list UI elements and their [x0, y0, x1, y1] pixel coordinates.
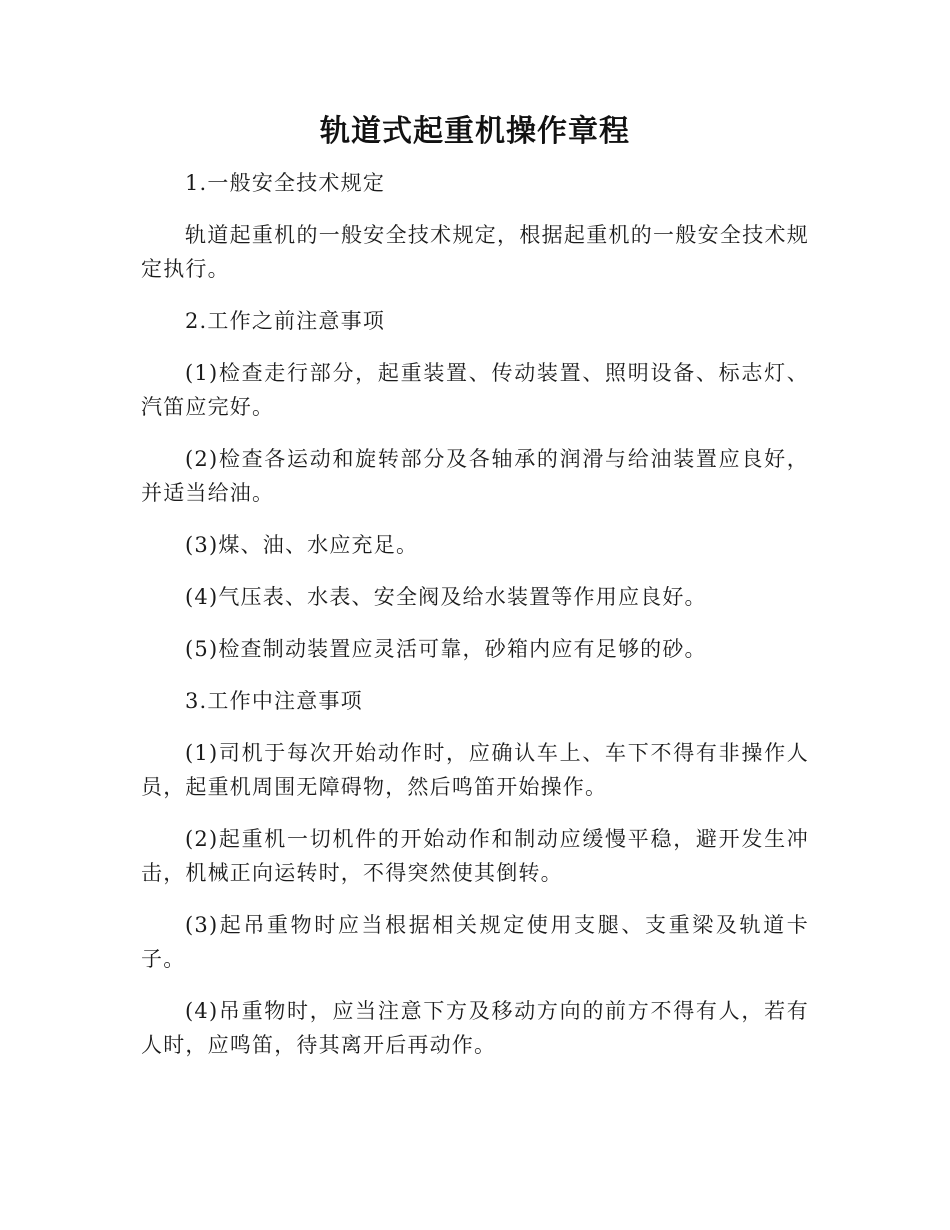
section-heading-2: 2.工作之前注意事项 [185, 309, 386, 333]
document-body [141, 166, 809, 1080]
list-item: (2)检查各运动和旋转部分及各轴承的润滑与给油装置应良好，并适当给油。 [141, 447, 809, 505]
section-heading-1: 1.一般安全技术规定 [185, 171, 386, 195]
paragraph: 轨道起重机的一般安全技术规定，根据起重机的一般安全技术规定执行。 [141, 223, 809, 281]
list-item: (2)起重机一切机件的开始动作和制动应缓慢平稳，避开发生冲击，机械正向运转时，不得突然使其倒转。 [141, 827, 809, 885]
list-item: (5)检查制动装置应灵活可靠，砂箱内应有足够的砂。 [185, 637, 707, 661]
list-item: (3)起吊重物时应当根据相关规定使用支腿、支重梁及轨道卡子。 [141, 913, 809, 971]
document-title: 轨道式起重机操作章程 [320, 114, 630, 149]
list-item: (4)吊重物时，应当注意下方及移动方向的前方不得有人，若有人时，应鸣笛，待其离开后再动作。 [141, 999, 809, 1057]
list-item: (1)检查走行部分，起重装置、传动装置、照明设备、标志灯、汽笛应完好。 [141, 361, 809, 419]
list-item: (3)煤、油、水应充足。 [185, 533, 419, 557]
list-item: (1)司机于每次开始动作时，应确认车上、车下不得有非操作人员，起重机周围无障碍物，然后鸣笛开始操作。 [141, 741, 809, 799]
list-item: (4)气压表、水表、安全阀及给水装置等作用应良好。 [185, 585, 707, 609]
section-heading-3: 3.工作中注意事项 [185, 689, 363, 713]
